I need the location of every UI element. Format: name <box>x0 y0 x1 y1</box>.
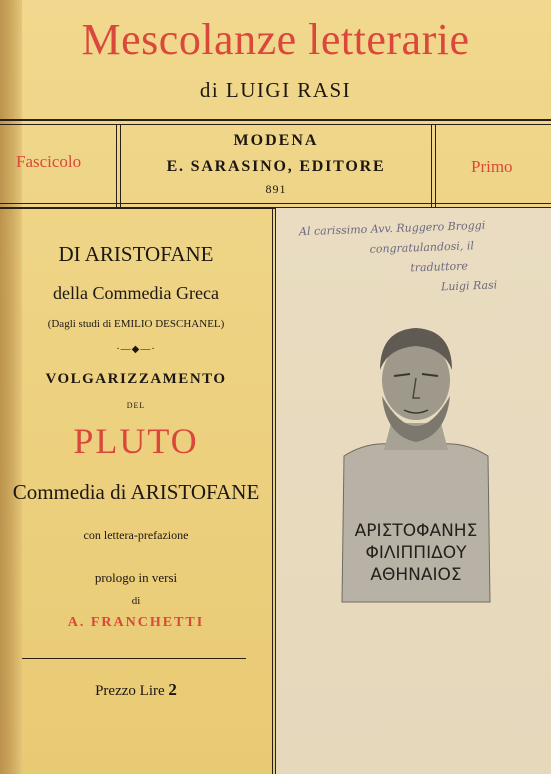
ornament-divider: ·—◆—· <box>116 344 156 355</box>
publication-year: 891 <box>265 182 287 196</box>
inscription-line: ΑΘΗΝΑΙΟΣ <box>370 565 462 585</box>
dedication-line: Al carissimo Avv. Ruggero Broggi <box>298 218 486 239</box>
top-rule-upper <box>0 119 551 121</box>
play-title: PLUTO <box>73 421 199 461</box>
band-divider-1 <box>116 124 117 207</box>
band-bottom-rule-upper <box>0 203 551 204</box>
source-note: (Dagli studi di EMILIO DESCHANEL) <box>47 318 225 330</box>
inscription-line: ΦΙΛΙΠΠΙΔΟΥ <box>365 543 467 563</box>
bust-inscription <box>340 520 492 586</box>
publisher-name: E. SARASINO, EDITORE <box>166 158 386 175</box>
letter-note: con lettera-prefazione <box>83 528 189 542</box>
author-line: di LUIGI RASI <box>199 78 352 102</box>
handwritten-dedication <box>299 214 547 303</box>
top-rule-lower <box>0 124 551 125</box>
dedication-line: traduttore <box>410 259 469 275</box>
price-label: Prezzo Lire <box>95 683 165 699</box>
inscription-line: ΑΡΙΣΤΟΦΑΝΗΣ <box>354 521 478 541</box>
prologue-note: prologo in versi <box>94 570 178 585</box>
play-subtitle: Commedia di ARISTOFANE <box>12 480 260 504</box>
signature: Luigi Rasi <box>440 278 498 294</box>
fascicolo-label: Fascicolo <box>16 152 82 171</box>
publisher-city: MODENA <box>233 132 319 149</box>
band-divider-4 <box>435 124 436 207</box>
work-subheading: della Commedia Greca <box>53 283 219 303</box>
work-heading: DI ARISTOFANE <box>58 242 214 266</box>
series-title: Mescolanze letterarie <box>81 15 470 64</box>
prologue-author: A. FRANCHETTI <box>67 615 205 630</box>
price-value: 2 <box>168 680 177 699</box>
dedication-line: congratulandosi, il <box>369 239 475 256</box>
del-label: DEL <box>126 401 146 410</box>
primo-label: Primo <box>471 157 513 176</box>
translation-label: VOLGARIZZAMENTO <box>45 371 227 387</box>
column-divider-left <box>272 208 273 774</box>
di-label: di <box>131 595 141 607</box>
price-rule <box>22 658 246 659</box>
price-line <box>0 680 272 700</box>
